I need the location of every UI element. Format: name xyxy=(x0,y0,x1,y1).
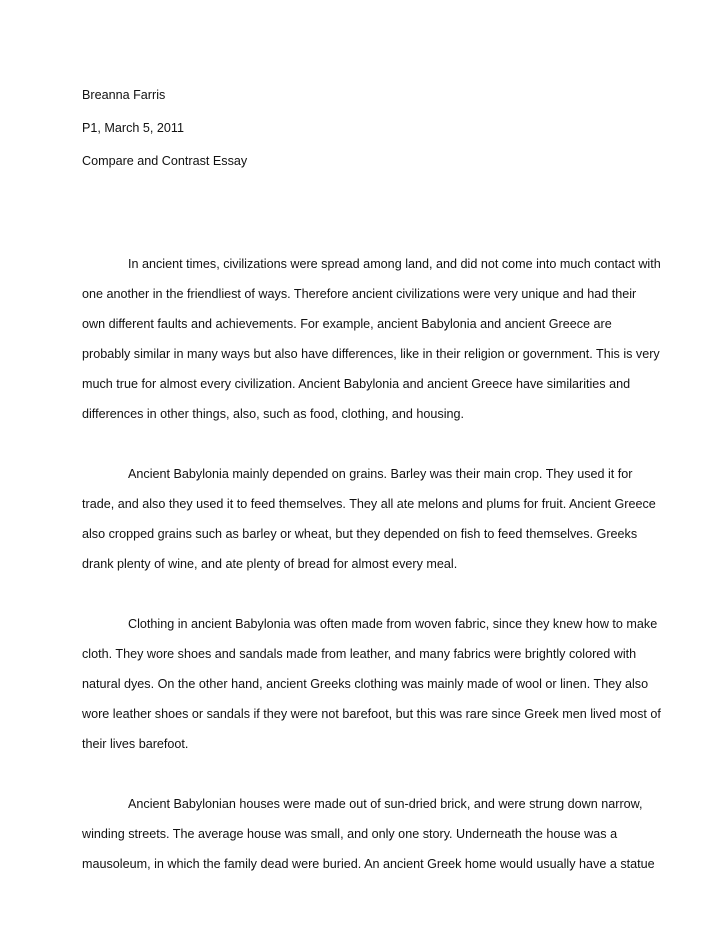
text-line: trade, and also they used it to feed themselves. They all ate melons and plums for fruit. Ancient Greece xyxy=(82,497,656,511)
essay-body xyxy=(82,249,666,909)
text-line: In ancient times, civilizations were spread among land, and did not come into much contact with xyxy=(128,257,661,271)
text-line: natural dyes. On the other hand, ancient Greeks clothing was mainly made of wool or linen. They also xyxy=(82,677,649,691)
period-date: P1, March 5, 2011 xyxy=(82,121,184,135)
text-line: probably similar in many ways but also have differences, like in their religion or government. This is very xyxy=(82,347,660,361)
text-line: drank plenty of wine, and ate plenty of bread for almost every meal. xyxy=(82,557,458,571)
text-line: Ancient Babylonia mainly depended on grains. Barley was their main crop. They used it for xyxy=(128,467,633,481)
paragraph-housing xyxy=(82,789,666,879)
text-line: Clothing in ancient Babylonia was often made from woven fabric, since they knew how to make xyxy=(128,617,658,631)
text-line: cloth. They wore shoes and sandals made from leather, and many fabrics were brightly colored with xyxy=(82,647,637,661)
text-line: own different faults and achievements. For example, ancient Babylonia and ancient Greece are xyxy=(82,317,612,331)
text-line: winding streets. The average house was small, and only one story. Underneath the house was a xyxy=(82,827,618,841)
text-line: differences in other things, also, such as food, clothing, and housing. xyxy=(82,407,465,421)
text-line: also cropped grains such as barley or wheat, but they depended on fish to feed themselves. Greeks xyxy=(82,527,638,541)
paragraph-food xyxy=(82,459,666,579)
author-name: Breanna Farris xyxy=(82,88,166,102)
text-line: wore leather shoes or sandals if they were not barefoot, but this was rare since Greek men lived most of xyxy=(82,707,661,721)
essay-title: Compare and Contrast Essay xyxy=(82,154,248,168)
text-line: their lives barefoot. xyxy=(82,737,189,751)
text-line: much true for almost every civilization. Ancient Babylonia and ancient Greece have similarities and xyxy=(82,377,631,391)
essay-header xyxy=(82,86,662,185)
paragraph-introduction xyxy=(82,249,666,429)
text-line: one another in the friendliest of ways. Therefore ancient civilizations were very unique and had their xyxy=(82,287,637,301)
text-line: Ancient Babylonian houses were made out of sun-dried brick, and were strung down narrow, xyxy=(128,797,643,811)
text-line: mausoleum, in which the family dead were buried. An ancient Greek home would usually have a statue xyxy=(82,857,655,871)
paragraph-clothing xyxy=(82,609,666,759)
